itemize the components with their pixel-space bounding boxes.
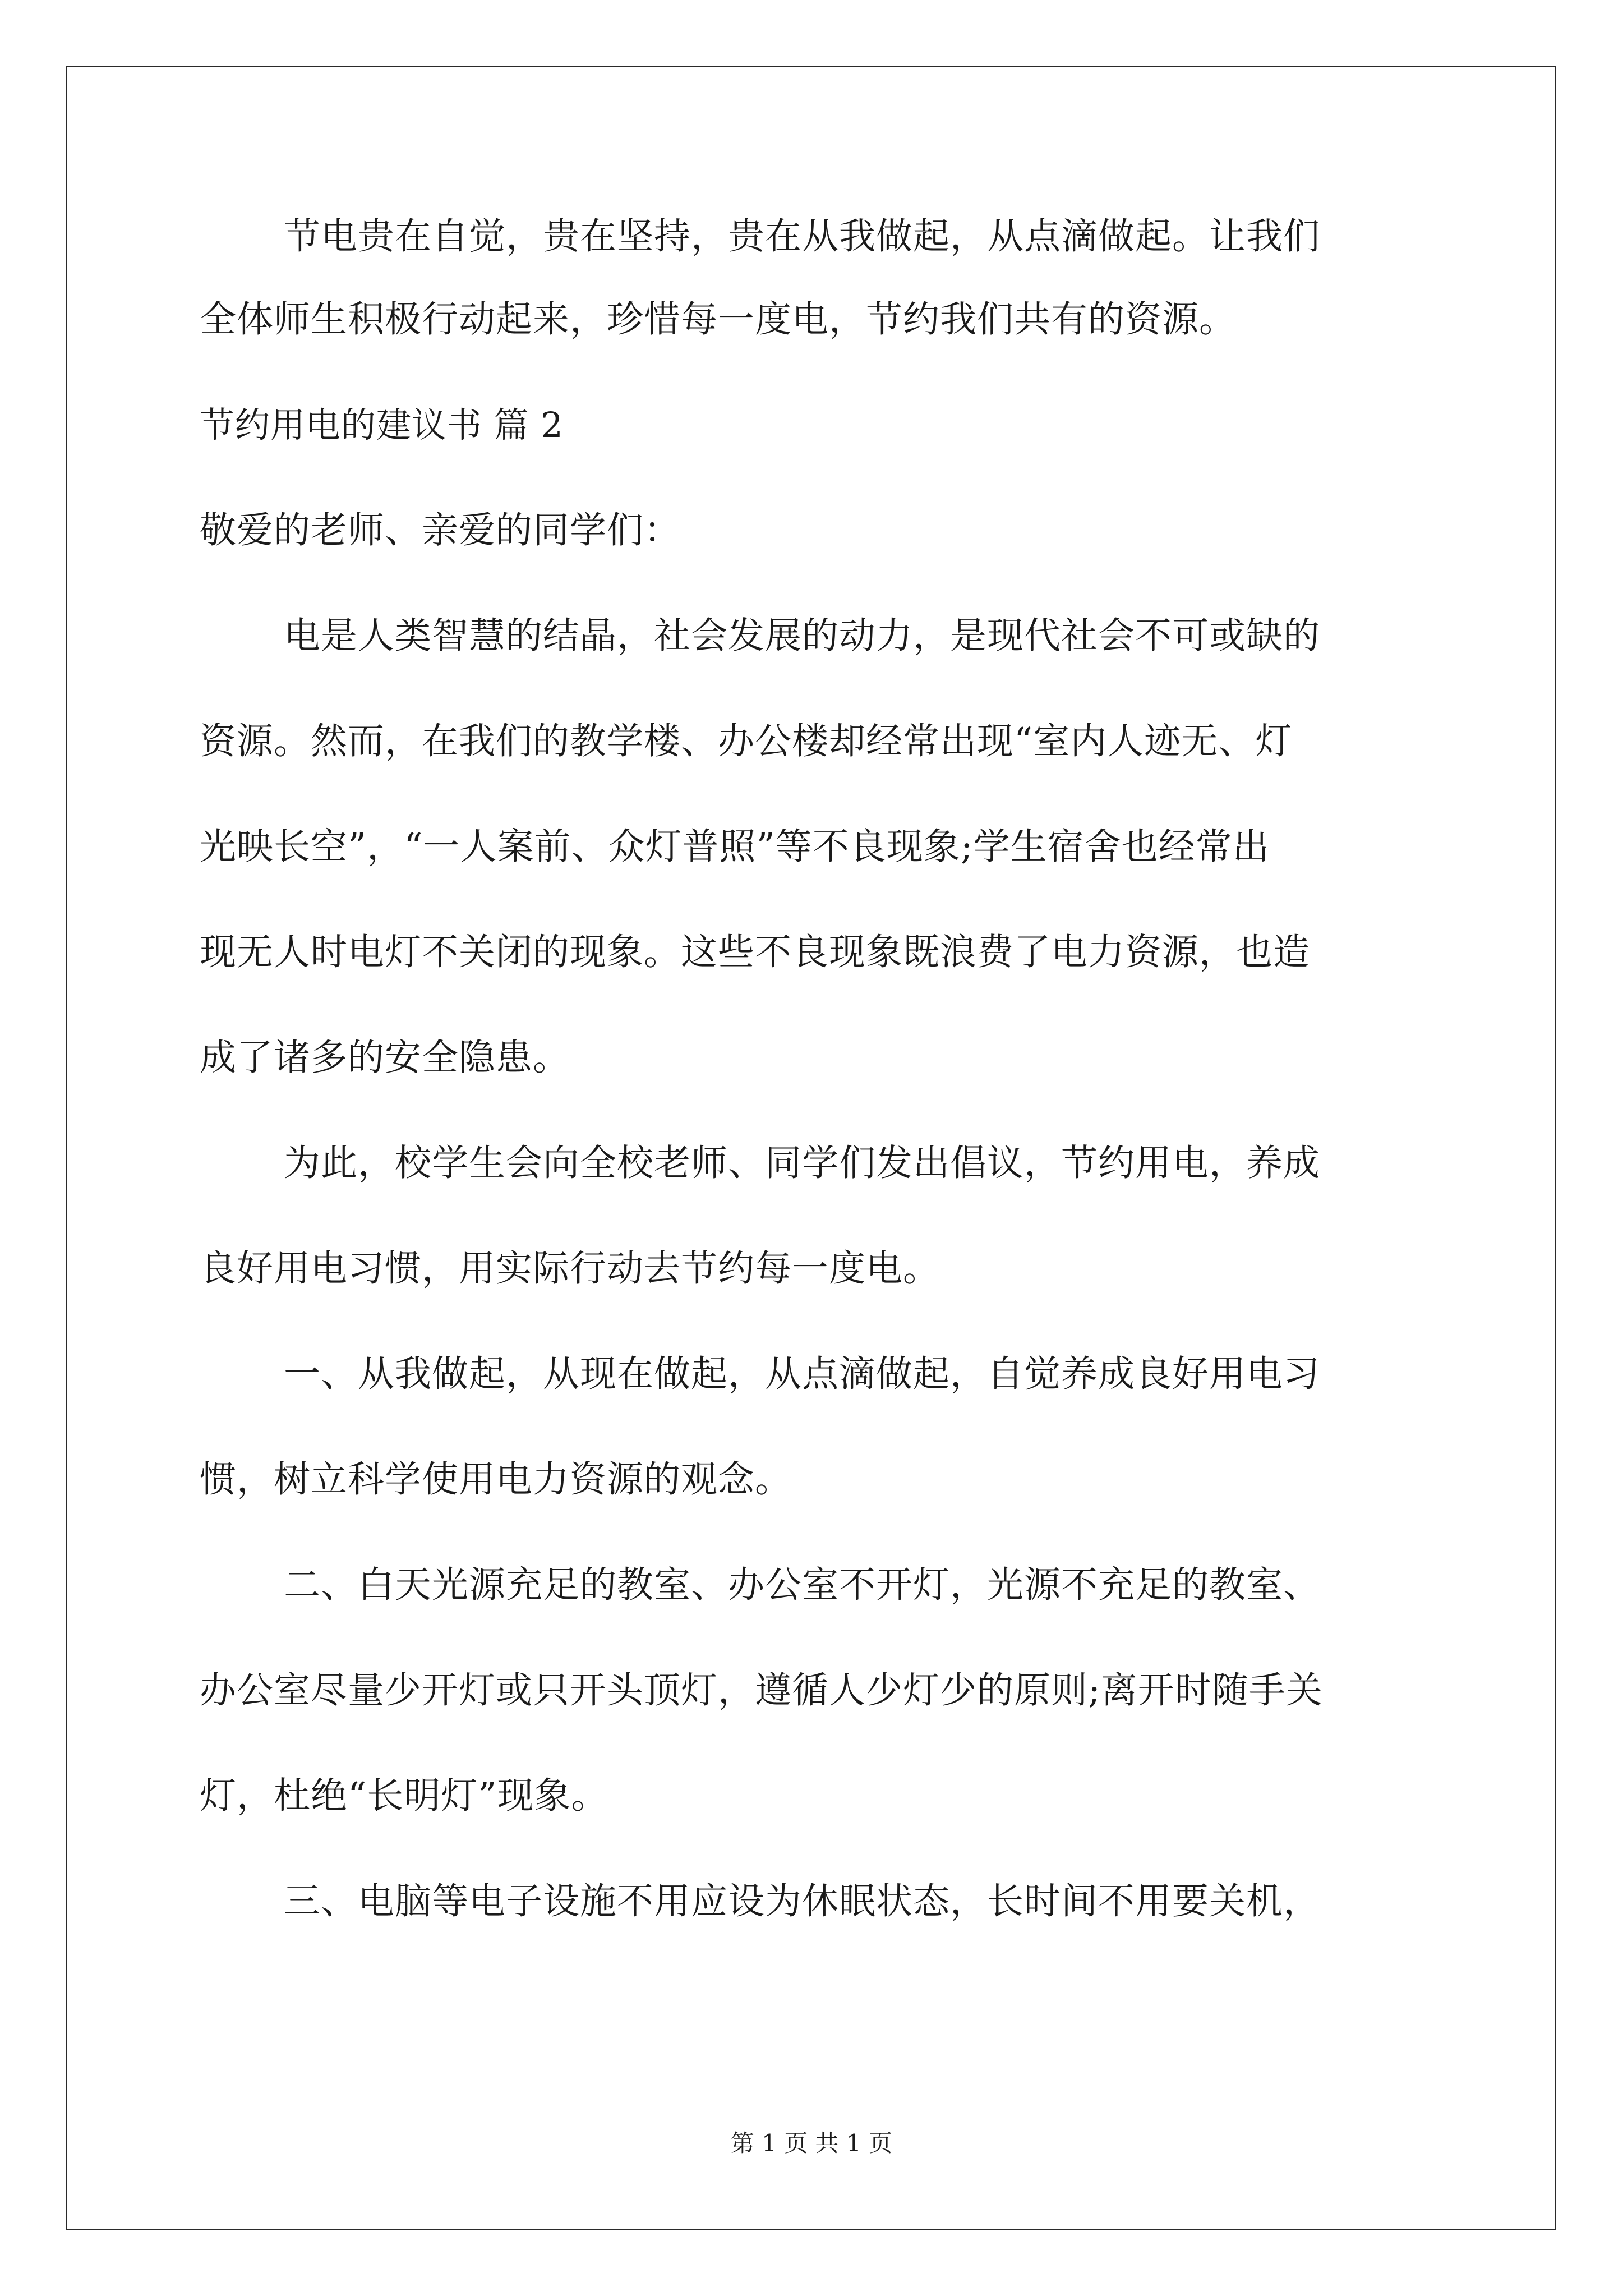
section-title: 节约用电的建议书 篇 2 [200,404,564,445]
paragraph-line: 节电贵在自觉，贵在坚持，贵在从我做起，从点滴做起。让我们 [284,215,1321,257]
paragraph-line: 电是人类智慧的结晶，社会发展的动力，是现代社会不可或缺的 [284,615,1321,657]
paragraph-line: 光映长空”，“一人案前、众灯普照”等不良现象;学生宿舍也经常出 [200,826,1270,868]
paragraph-line: 现无人时电灯不关闭的现象。这些不良现象既浪费了电力资源，也造 [200,931,1311,973]
paragraph-line: 为此，校学生会向全校老师、同学们发出倡议，节约用电，养成 [284,1142,1321,1184]
paragraph-line: 三、电脑等电子设施不用应设为休眠状态，长时间不用要关机， [284,1880,1321,1922]
page-footer [0,2129,1623,2157]
paragraph-line: 二、白天光源充足的教室、办公室不开灯，光源不充足的教室、 [284,1564,1321,1606]
page-number: 第 1 页 共 1 页 [730,2129,893,2157]
paragraph-line: 良好用电习惯，用实际行动去节约每一度电。 [200,1248,940,1290]
paragraph-line: 惯，树立科学使用电力资源的观念。 [200,1458,792,1501]
paragraph-line: 全体师生积极行动起来，珍惜每一度电，节约我们共有的资源。 [200,298,1237,341]
paragraph-line: 灯，杜绝“长明灯”现象。 [200,1775,608,1817]
salutation: 敬爱的老师、亲爱的同学们： [200,509,681,551]
paragraph-line: 资源。然而，在我们的教学楼、办公楼却经常出现“室内人迹无、灯 [200,720,1293,762]
paragraph-line: 一、从我做起，从现在做起，从点滴做起，自觉养成良好用电习 [284,1353,1321,1395]
paragraph-line: 成了诸多的安全隐患。 [200,1037,570,1079]
paragraph-line: 办公室尽量少开灯或只开头顶灯，遵循人少灯少的原则;离开时随手关 [200,1669,1323,1711]
